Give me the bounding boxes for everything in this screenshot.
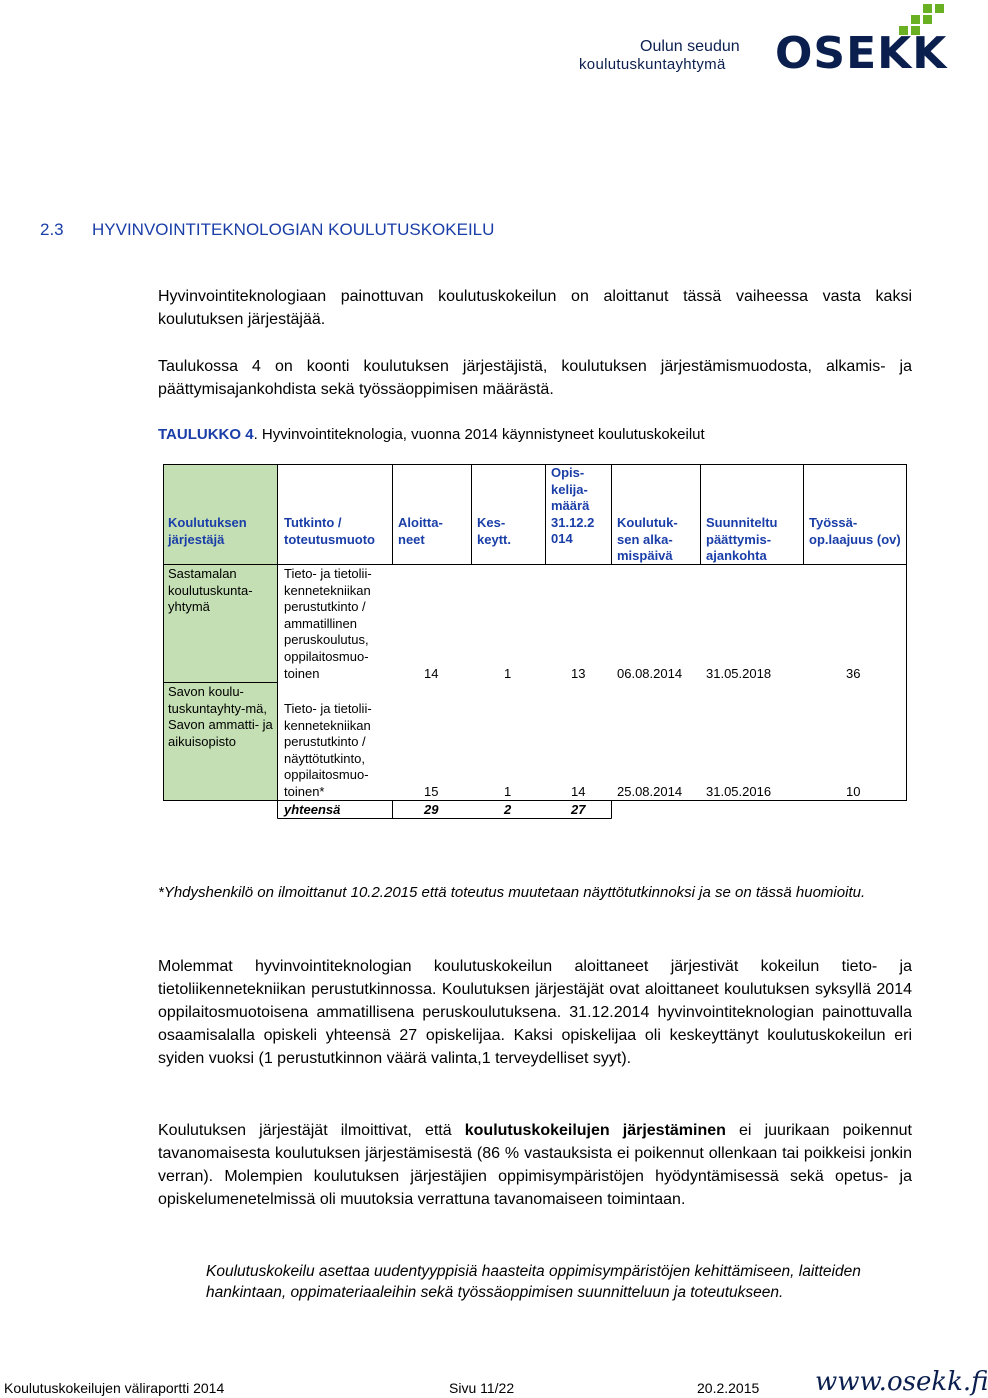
row1-degree-last: toinen bbox=[284, 666, 320, 681]
footer-date: 20.2.2015 bbox=[697, 1380, 760, 1396]
row2-dropped: 1 bbox=[504, 784, 512, 799]
paragraph-4-start: Koulutuksen järjestäjät ilmoittivat, että bbox=[158, 1122, 465, 1139]
row1-workplace: 36 bbox=[846, 666, 861, 681]
total-students: 27 bbox=[571, 802, 586, 817]
logo-line1: Oulun seudun bbox=[640, 38, 740, 55]
header-organizer: Koulutuksen järjestäjä bbox=[168, 515, 247, 547]
row2-workplace: 10 bbox=[846, 784, 861, 799]
paragraph-4-end: ei juurikaan poikennut tavanomaisesta koulutuksen järjestämisestä (86 % vastauksista ei poikennut ollenkaan tai poikkeisi jonkin verran). Molempien koulutuksen järjestäjien oppimisympäristöjen hyödyntämisessä sekä opetus- ja opiskelumenetelmissä oli muutoksia verrattuna tavanomaiseen toimintaan. bbox=[158, 1122, 912, 1208]
header-workplace: Työssä-op.laajuus (ov) bbox=[809, 515, 901, 547]
footer-brand: www.osekk.fi bbox=[815, 1367, 988, 1397]
row1-students: 13 bbox=[571, 666, 586, 681]
total-label: yhteensä bbox=[284, 802, 341, 817]
paragraph-1: Hyvinvointiteknologiaan painottuvan koulutuskokeilun on aloittanut tässä vaiheessa vasta kaksi koulutuksen järjestäjää. bbox=[158, 288, 912, 328]
paragraph-3: Molemmat hyvinvointiteknologian koulutuskokeilun aloittaneet järjestivät kokeilun tieto- ja tietoliikennetekniikan perustutkinnossa. Koulutuksen järjestäjät ovat aloittaneet koulutuksen syksyllä 2014 oppilaitosmuotoisena ammatillisena peruskoulutuksena. 31.12.2014 hyvinvointiteknologian painottuvalla osaamisalalla opiskeli yhteensä 27 opiskelijaa. Kaksi opiskelijaa oli keskeyttänyt koulutuskokeilun eri syiden vuoksi (1 perustutkinnon väärä valinta,1 terveydelliset syyt). bbox=[158, 958, 912, 1067]
row2-degree-last: toinen* bbox=[284, 784, 325, 799]
logo-line2: koulutuskuntayhtymä bbox=[579, 56, 726, 73]
header-started: Aloitta-neet bbox=[398, 515, 443, 547]
paragraph-4-bold: koulutuskokeilujen järjestäminen bbox=[464, 1122, 726, 1139]
row1-started: 14 bbox=[424, 666, 439, 681]
row1-dropped: 1 bbox=[504, 666, 512, 681]
row2-organizer: Savon koulu-tuskuntayhty-mä, Savon ammatti- ja aikuisopisto bbox=[168, 684, 273, 749]
logo-word: OSEKK bbox=[775, 28, 948, 79]
paragraph-2: Taulukossa 4 on koonti koulutuksen järjestäjistä, koulutuksen järjestämismuodosta, alkamis- ja päättymisajankohdista sekä työssäoppimisen määrästä. bbox=[158, 358, 912, 398]
row2-end-date: 31.05.2016 bbox=[706, 784, 772, 799]
header-end-date: Suunniteltu päättymis-ajankohta bbox=[706, 515, 778, 563]
row2-start-date: 25.08.2014 bbox=[617, 784, 683, 799]
section-number: 2.3 bbox=[40, 220, 64, 239]
total-started: 29 bbox=[424, 802, 439, 817]
paragraph-5: Koulutuskokeilu asettaa uudentyyppisiä haasteita oppimisympäristöjen kehittämiseen, laitteiden hankintaan, oppimateriaaleihin sekä työssäoppimisen suunnitteluun ja toteutukseen. bbox=[206, 1263, 861, 1301]
header-start-date: Koulutuk-sen alka-mispäivä bbox=[617, 515, 678, 563]
section-title: HYVINVOINTITEKNOLOGIAN KOULUTUSKOKEILU bbox=[92, 220, 495, 239]
header-degree: Tutkinto / toteutusmuoto bbox=[284, 515, 375, 547]
table-caption-text: . Hyvinvointiteknologia, vuonna 2014 käynnistyneet koulutuskokeilut bbox=[253, 426, 705, 443]
row1-end-date: 31.05.2018 bbox=[706, 666, 772, 681]
footer-page: Sivu 11/22 bbox=[449, 1380, 515, 1396]
table-caption-label: TAULUKKO 4 bbox=[158, 426, 254, 443]
row2-started: 15 bbox=[424, 784, 439, 799]
total-dropped: 2 bbox=[504, 802, 512, 817]
row1-degree: Tieto- ja tietolii-kennetekniikan perustutkinto / ammatillinen peruskoulutus, oppilaitosmuo- bbox=[284, 566, 372, 664]
row2-students: 14 bbox=[571, 784, 586, 799]
footer-title: Koulutuskokeilujen väliraportti 2014 bbox=[4, 1380, 225, 1396]
row1-start-date: 06.08.2014 bbox=[617, 666, 683, 681]
header-dropped: Kes-keytt. bbox=[477, 515, 511, 547]
row1-organizer: Sastamalan koulutuskunta-yhtymä bbox=[168, 566, 253, 614]
row2-degree: Tieto- ja tietolii-kennetekniikan perustutkinto / näyttötutkinto, oppilaitosmuo- bbox=[284, 701, 372, 782]
footnote: *Yhdyshenkilö on ilmoittanut 10.2.2015 että toteutus muutetaan näyttötutkinnoksi ja se on tässä huomioitu. bbox=[158, 884, 866, 901]
paragraph-4 bbox=[158, 1119, 912, 1211]
header-students: Opis-kelija-määrä 31.12.2 014 bbox=[551, 465, 595, 546]
